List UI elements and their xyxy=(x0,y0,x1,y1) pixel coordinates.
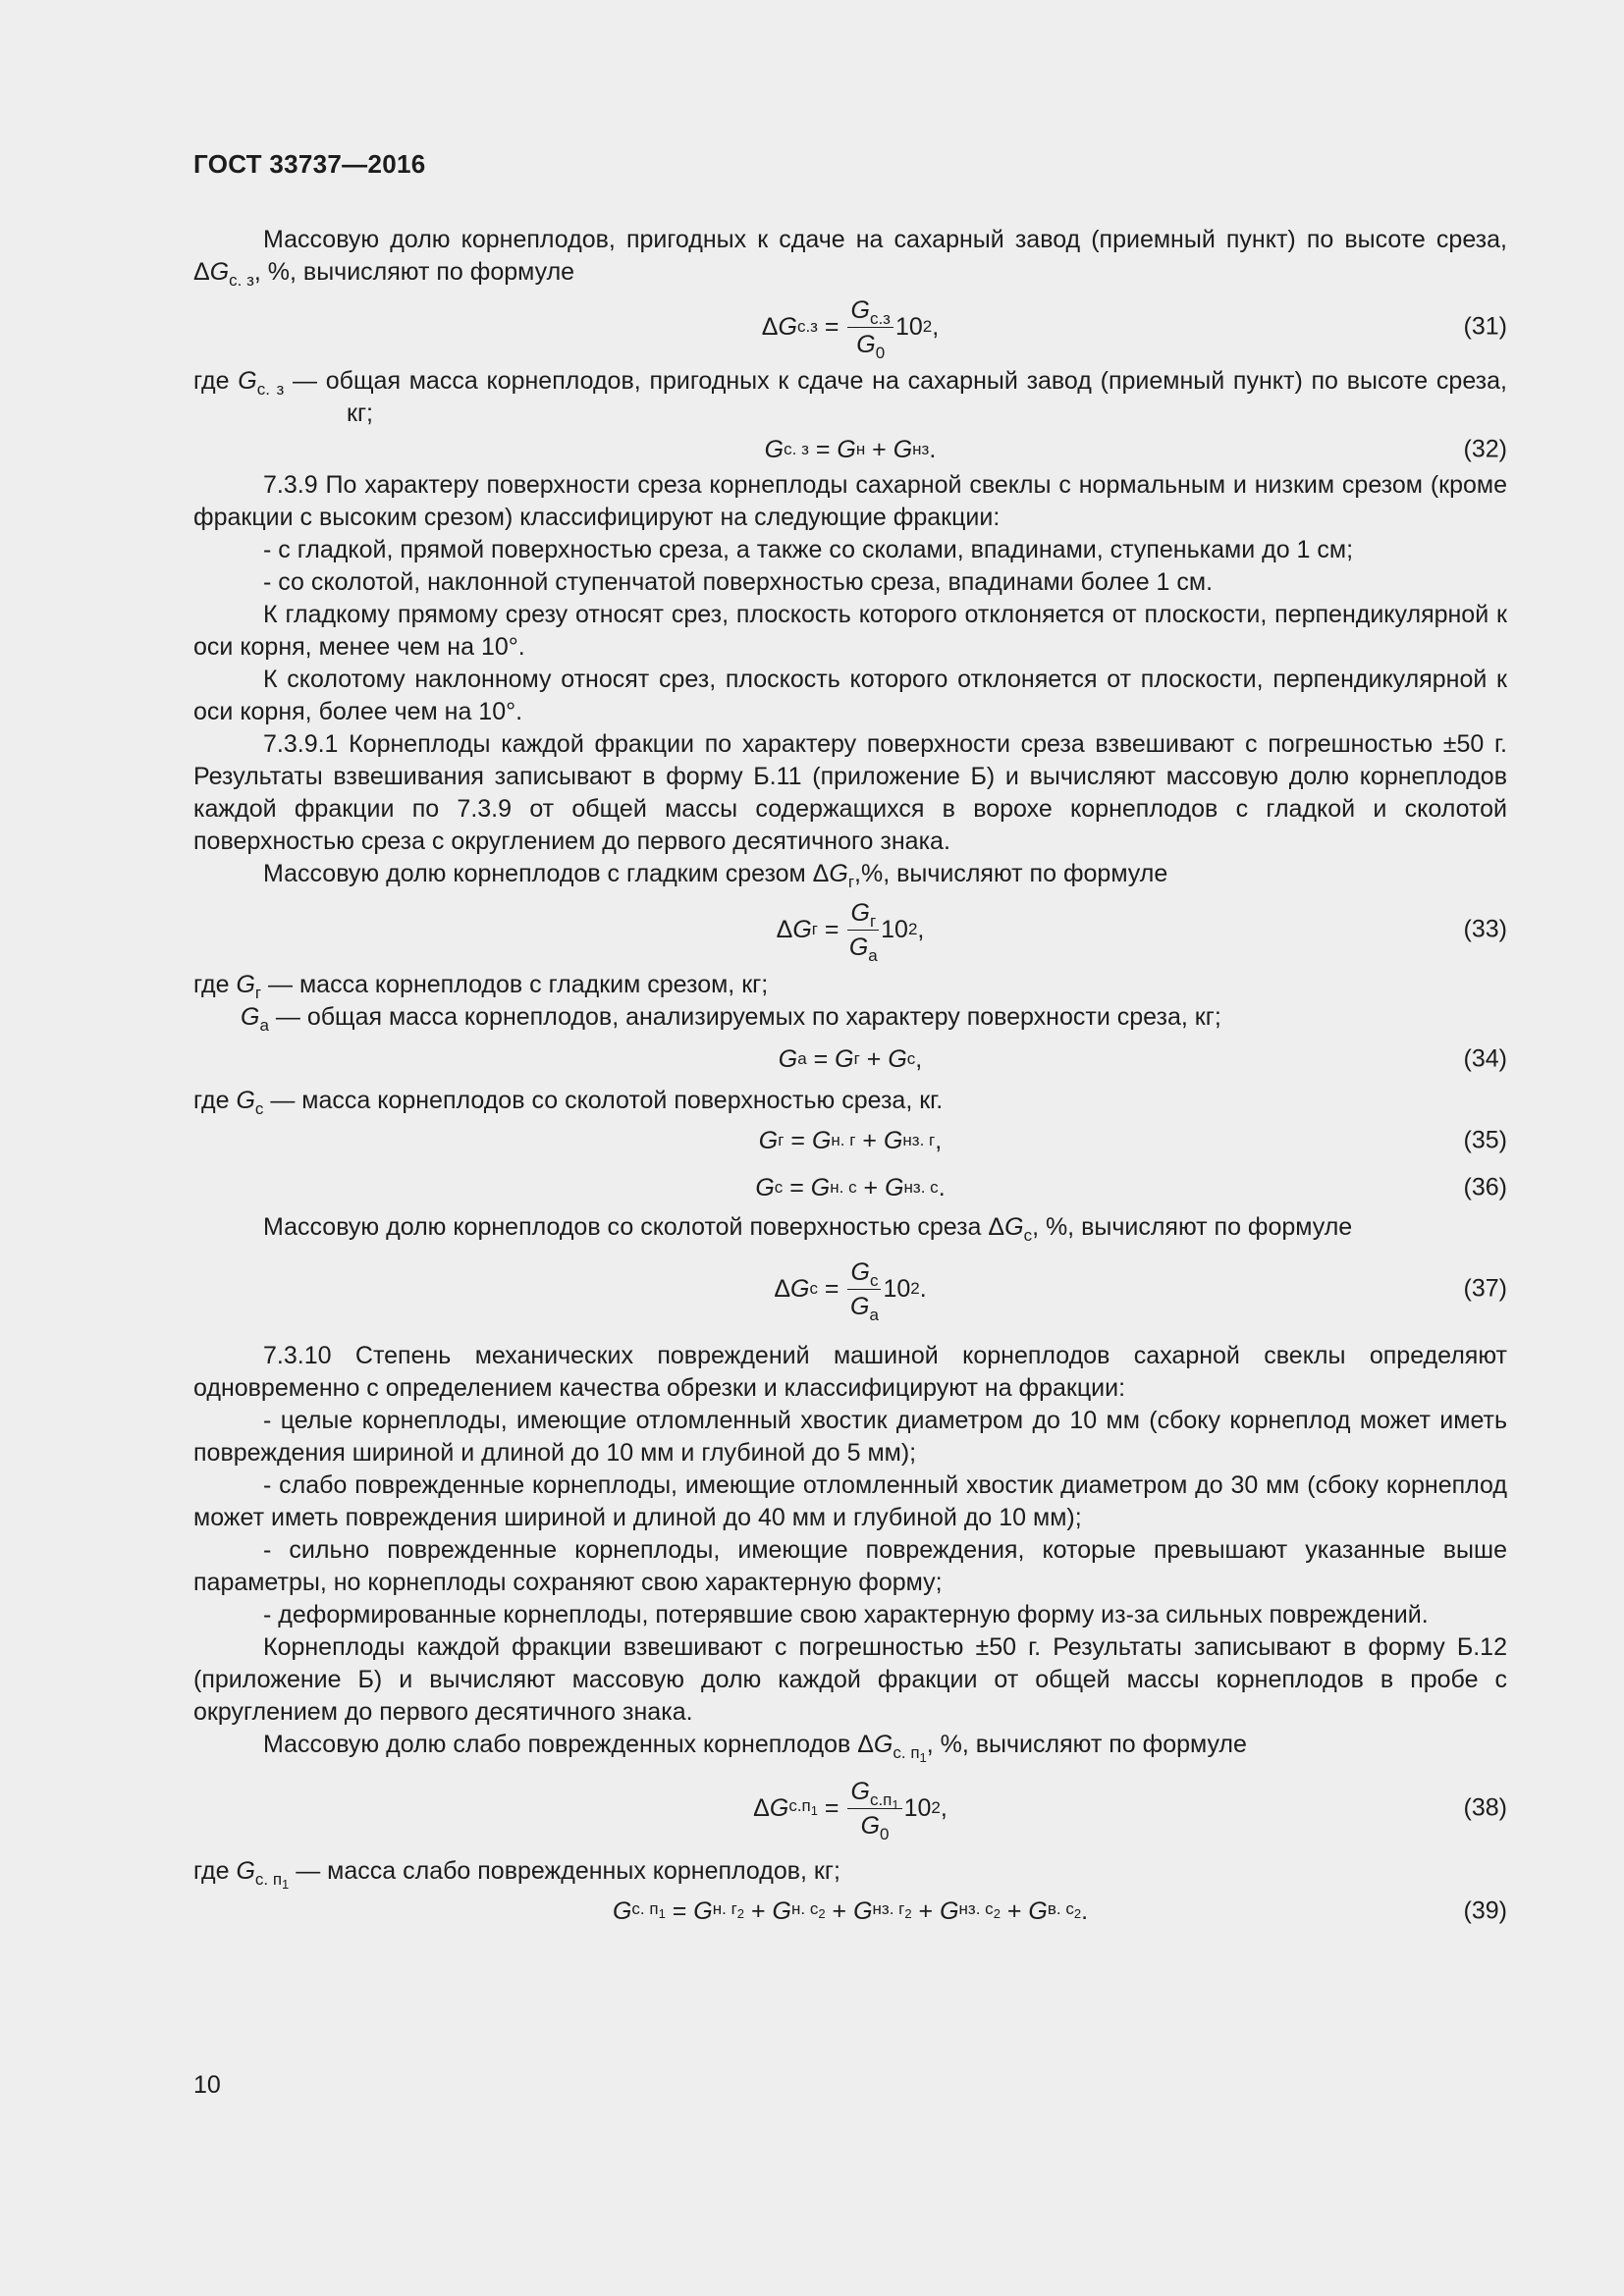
list-item: - сильно поврежденные корнеплоды, имеющие повреждения, которые превышают указанные выше параметры, но корнеплоды сохраняют свою характерную форму; xyxy=(193,1536,1507,1596)
paragraph-p1: Массовую долю корнеплодов, пригодных к сдаче на сахарный завод (приемный пункт) по высоте среза, $\Delta G_{с. з}$, %, вычисляют по формуле xyxy=(193,226,1507,290)
formula-31: Δ G с.з = $\frac{G_{с.з}}{G_0}$ 10 2 , (31) xyxy=(761,295,1507,362)
formula-36: G с = G н. с + G нз. с . (36) xyxy=(193,1164,1507,1211)
formula-37: Δ G с = $\frac{G_с}{G_a}$ 10 2 . (37) xyxy=(774,1257,1507,1324)
paragraph-p38: Массовую долю слабо поврежденных корнеплодов $\Delta G_{с. п_1}$, %, вычисляют по формуле xyxy=(263,1731,1247,1765)
formula-number: (33) xyxy=(1463,915,1507,943)
formula-number: (39) xyxy=(1463,1896,1507,1925)
list-item: - слабо поврежденные корнеплоды, имеющие отломленный хвостик диаметром до 30 мм (сбоку корнеплод может иметь повреждения шириной и длиной до 40 мм и глубиной до 10 мм); xyxy=(193,1471,1507,1531)
paragraph-p37: Массовую долю корнеплодов со сколотой поверхностью среза $\Delta G_с$, %, вычисляют по формуле xyxy=(263,1213,1353,1245)
paragraph-7-3-9-1: 7.3.9.1 Корнеплоды каждой фракции по характеру поверхности среза взвешивают с погрешностью ±50 г. Результаты взвешивания записывают в форму Б.11 (приложение Б) и вычисляют массовую долю корнеплодов каждой фракции по 7.3.9 от общей массы содержащихся в ворохе корнеплодов с гладкой и сколотой поверхностью среза с округлением до первого десятичного знака. xyxy=(193,730,1507,855)
where-38: где $G_{с. п_1}$ — масса слабо поврежденных корнеплодов, кг; xyxy=(193,1857,840,1892)
formula-number: (32) xyxy=(1463,435,1507,463)
formula-number: (31) xyxy=(1463,312,1507,341)
page-number: 10 xyxy=(193,2071,221,2099)
formula-38: Δ G $с.п_1$ = $\frac{G_{с.п_1}}{G_0}$ 10 2 , (38) xyxy=(753,1777,1507,1843)
formula-33: Δ G г = $\frac{G_г}{G_a}$ 10 2 , (33) xyxy=(776,898,1507,965)
formula-number: (36) xyxy=(1463,1173,1507,1201)
formula-number: (37) xyxy=(1463,1274,1507,1303)
where-33-a: где $G_г$ — масса корнеплодов с гладким срезом, кг; xyxy=(193,971,769,1002)
paragraph-p33: Массовую долю корнеплодов с гладким срезом $\Delta G_г,\%$, вычисляют по формуле xyxy=(263,860,1168,891)
formula-number: (35) xyxy=(1463,1126,1507,1154)
list-item: - деформированные корнеплоды, потерявшие свою характерную форму из-за сильных повреждений. xyxy=(263,1601,1429,1629)
paragraph-chipped-cut: К сколотому наклонному относят срез, плоскость которого отклоняется от плоскости, перпендикулярной к оси корня, более чем на 10°. xyxy=(193,666,1507,725)
where-33-b: $G_a$ — общая масса корнеплодов, анализируемых по характеру поверхности среза, кг; xyxy=(241,1003,1221,1035)
list-item: - со сколотой, наклонной ступенчатой поверхностью среза, впадинами более 1 см. xyxy=(263,568,1214,596)
paragraph-7-3-10: 7.3.10 Степень механических повреждений машиной корнеплодов сахарной свеклы определяют одновременно с определением качества обрезки и классифицируют на фракции: xyxy=(193,1342,1507,1402)
where-34: где $G_с$ — масса корнеплодов со сколотой поверхностью среза, кг. xyxy=(193,1087,944,1118)
formula-35: G г = G н. г + G нз. г , (35) xyxy=(193,1117,1507,1164)
paragraph-7-3-9: 7.3.9 По характеру поверхности среза корнеплоды сахарной свеклы с нормальным и низким срезом (кроме фракции с высоким срезом) классифицируют на следующие фракции: xyxy=(193,471,1507,531)
list-item: - с гладкой, прямой поверхностью среза, а также со сколами, впадинами, ступеньками до 1 см; xyxy=(263,536,1354,563)
document-body xyxy=(193,224,1507,1935)
formula-39: G с. $п_1$ = G н. $г_2$ + G н. $с_2$ + G нз. $г_2$ + G нз. $с_2$ + G в. $с_2$ . (39) xyxy=(193,1888,1507,1935)
paragraph-weighing: Корнеплоды каждой фракции взвешивают с погрешностью ±50 г. Результаты записывают в форму Б.12 (приложение Б) и вычисляют массовую долю каждой фракции от общей массы корнеплодов в пробе с округлением до первого десятичного знака. xyxy=(193,1633,1507,1726)
formula-34: G a = G г + G с , (34) xyxy=(193,1034,1507,1085)
where-31: где $G_{с. з}$ — общая масса корнеплодов, пригодных к сдаче на сахарный завод (приемный пункт) по высоте среза, кг; xyxy=(193,367,1507,427)
document-header: ГОСТ 33737—2016 xyxy=(193,149,426,179)
formula-number: (34) xyxy=(1463,1044,1507,1073)
formula-number: (38) xyxy=(1463,1793,1507,1822)
formula-32: G с. з = G н + G нз . (32) xyxy=(193,430,1507,469)
list-item: - целые корнеплоды, имеющие отломленный хвостик диаметром до 10 мм (сбоку корнеплод может иметь повреждения шириной и длиной до 10 мм и глубиной до 5 мм); xyxy=(193,1407,1507,1467)
paragraph-smooth-cut: К гладкому прямому срезу относят срез, плоскость которого отклоняется от плоскости, перпендикулярной к оси корня, менее чем на 10°. xyxy=(193,601,1507,661)
